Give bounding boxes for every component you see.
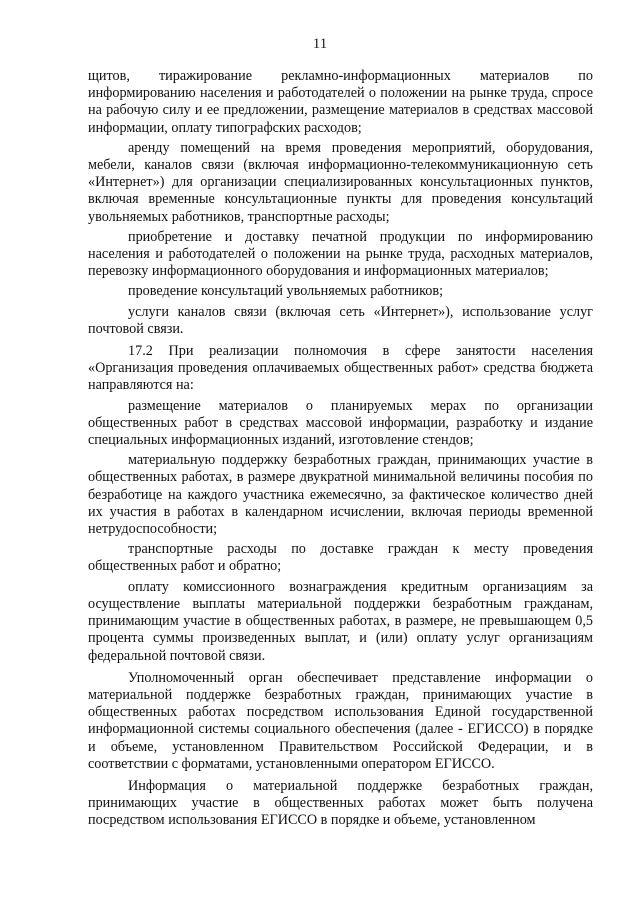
paragraph-egisso-information: Информация о материальной поддержке безработных граждан, принимающих участие в общественных работах может быть получена посредством использования ЕГИССО в порядке и объеме, установленном bbox=[88, 777, 593, 829]
paragraph-egisso-provision: Уполномоченный орган обеспечивает представление информации о материальной поддержке безработных граждан, принимающих участие в общественных работах посредством использования Единой государственной информационной системы социального обеспечения (далее - ЕГИССО) в порядке и объеме, установленном Правительством Российской Федерации, и в соответствии с форматами, установленными оператором ЕГИССО. bbox=[88, 669, 593, 772]
paragraph-materials-placement: размещение материалов о планируемых мерах по организации общественных работ в средствах массовой информации, разработку и издание специальных информационных изданий, изготовление стендов; bbox=[88, 397, 593, 449]
paragraph-printed-products: приобретение и доставку печатной продукции по информированию населения и работодателей о положении на рынке труда, расходных материалов, перевозку информационного оборудования и информационных материалов; bbox=[88, 228, 593, 280]
paragraph-commission-fee: оплату комиссионного вознаграждения кредитным организациям за осуществление выплаты материальной поддержки безработным гражданам, принимающим участие в общественных работах, в размере, не превышающем 0,5 процента суммы произведенных выплат, и (или) оплату услуг организациям федеральной почтовой связи. bbox=[88, 578, 593, 664]
paragraph-material-support: материальную поддержку безработных граждан, принимающих участие в общественных работах, в размере двукратной минимальной величины пособия по безработице на каждого участника ежемесячно, за фактическое количество дней их участия в работах в календарном исчислении, включая периоды временной нетрудоспособности; bbox=[88, 452, 593, 538]
paragraph-section-17-2: 17.2 При реализации полномочия в сфере занятости населения «Организация проведения оплачиваемых общественных работ» средства бюджета направляются на: bbox=[88, 343, 593, 394]
paragraph-communication-services: услуги каналов связи (включая сеть «Интернет»), использование услуг почтовой связи. bbox=[88, 303, 593, 337]
paragraph-continuation: щитов, тиражирование рекламно-информационных материалов по информированию населения и работодателей о положении на рынке труда, спросе на рабочую силу и ее предложении, размещение материалов в средствах массовой информации, оплату типографских расходов; bbox=[88, 68, 593, 136]
paragraph-consultations: проведение консультаций увольняемых работников; bbox=[128, 283, 444, 300]
paragraph-premises-rental: аренду помещений на время проведения мероприятий, оборудования, мебели, каналов связи (включая информационно-телекоммуникационную сеть «Интернет») для организации специализированных консультационных пунктов, включая временные консультационные пункты для проведения консультаций увольняемых работников, транспортные расходы; bbox=[88, 139, 593, 225]
page-number: 11 bbox=[312, 36, 328, 52]
document-body bbox=[88, 68, 593, 833]
paragraph-transport-expenses: транспортные расходы по доставке граждан к месту проведения общественных работ и обратно; bbox=[88, 541, 593, 575]
